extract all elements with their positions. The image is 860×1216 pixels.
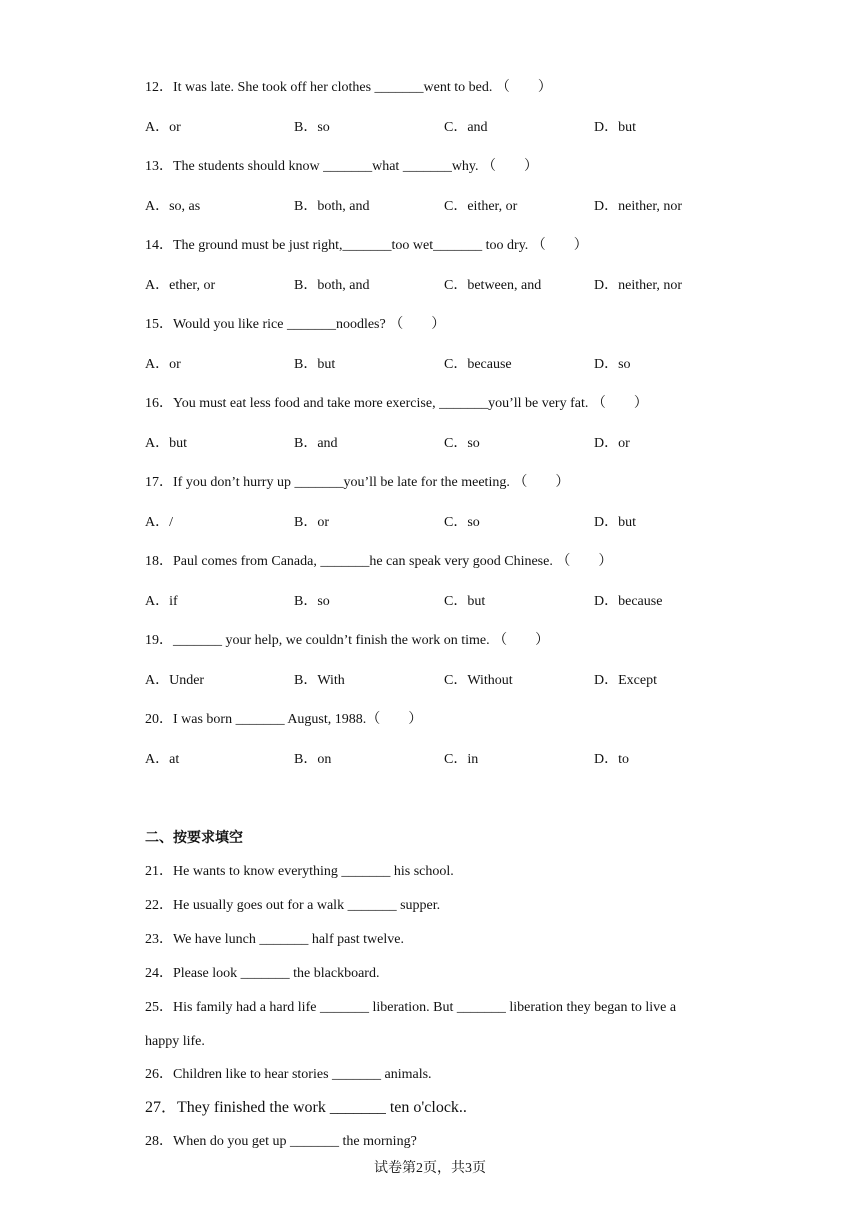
- option-b: B．both, and: [294, 199, 370, 214]
- option-c: C．in: [444, 752, 479, 767]
- option-d: D．to: [594, 752, 629, 767]
- fill-item-25: 25．His family had a hard life _______ liberation. But _______ liberation they began to live a: [145, 1000, 677, 1015]
- option-a: A．if: [145, 594, 178, 609]
- option-b: B．both, and: [294, 278, 370, 293]
- option-b: B．With: [294, 673, 345, 688]
- fill-item-22: 22．He usually goes out for a walk _______ supper.: [145, 898, 441, 913]
- question-text: 20．I was born _______ August, 1988.（ ）: [145, 712, 423, 727]
- question-text: 16．You must eat less food and take more exercise, _______you’ll be very fat. （ ）: [145, 396, 648, 411]
- option-b: B．but: [294, 357, 336, 372]
- section-heading: 二、按要求填空: [145, 830, 243, 846]
- option-a: A．or: [145, 357, 181, 372]
- option-c: C．but: [444, 594, 486, 609]
- question-text: 12．It was late. She took off her clothes _______went to bed. （ ）: [145, 80, 552, 95]
- option-a: A．at: [145, 752, 180, 767]
- option-d: D．Except: [594, 673, 657, 688]
- page-footer: 试卷第2页，共3页: [374, 1161, 486, 1176]
- question-text: 17．If you don’t hurry up _______you’ll be late for the meeting. （ ）: [145, 475, 570, 490]
- question-text: 18．Paul comes from Canada, _______he can speak very good Chinese. （ ）: [145, 554, 613, 569]
- fill-item-21: 21．He wants to know everything _______ his school.: [145, 864, 454, 879]
- fill-item-28: 28．When do you get up _______ the morning?: [145, 1134, 417, 1149]
- option-c: C．because: [444, 357, 512, 372]
- fill-item-25-continued: happy life.: [145, 1034, 205, 1049]
- option-c: C．Without: [444, 673, 513, 688]
- option-b: B．on: [294, 752, 332, 767]
- fill-item-27: 27．They finished the work _______ ten o'clock..: [145, 1099, 467, 1116]
- option-d: D．because: [594, 594, 663, 609]
- fill-item-23: 23．We have lunch _______ half past twelve.: [145, 932, 404, 947]
- option-a: A．or: [145, 120, 181, 135]
- option-d: D．or: [594, 436, 630, 451]
- option-b: B．so: [294, 120, 330, 135]
- option-b: B．so: [294, 594, 330, 609]
- question-text: 15．Would you like rice _______noodles? （ ）: [145, 317, 446, 332]
- option-d: D．so: [594, 357, 631, 372]
- option-d: D．neither, nor: [594, 278, 683, 293]
- option-b: B．or: [294, 515, 329, 530]
- question-text: 19．_______ your help, we couldn’t finish the work on time. （ ）: [145, 633, 550, 648]
- option-a: A．Under: [145, 673, 205, 688]
- question-text: 14．The ground must be just right,_______too wet_______ too dry. （ ）: [145, 238, 588, 253]
- option-c: C．so: [444, 515, 480, 530]
- option-a: A．so, as: [145, 199, 201, 214]
- option-c: C．and: [444, 120, 488, 135]
- question-text: 13．The students should know _______what _______why. （ ）: [145, 159, 539, 174]
- option-c: C．either, or: [444, 199, 518, 214]
- option-a: A．but: [145, 436, 187, 451]
- option-d: D．but: [594, 120, 636, 135]
- option-c: C．so: [444, 436, 480, 451]
- option-a: A．ether, or: [145, 278, 216, 293]
- option-a: A．/: [145, 515, 173, 530]
- option-c: C．between, and: [444, 278, 542, 293]
- option-b: B．and: [294, 436, 338, 451]
- option-d: D．neither, nor: [594, 199, 683, 214]
- fill-item-24: 24．Please look _______ the blackboard.: [145, 966, 380, 981]
- fill-item-26: 26．Children like to hear stories _______ animals.: [145, 1067, 432, 1082]
- option-d: D．but: [594, 515, 636, 530]
